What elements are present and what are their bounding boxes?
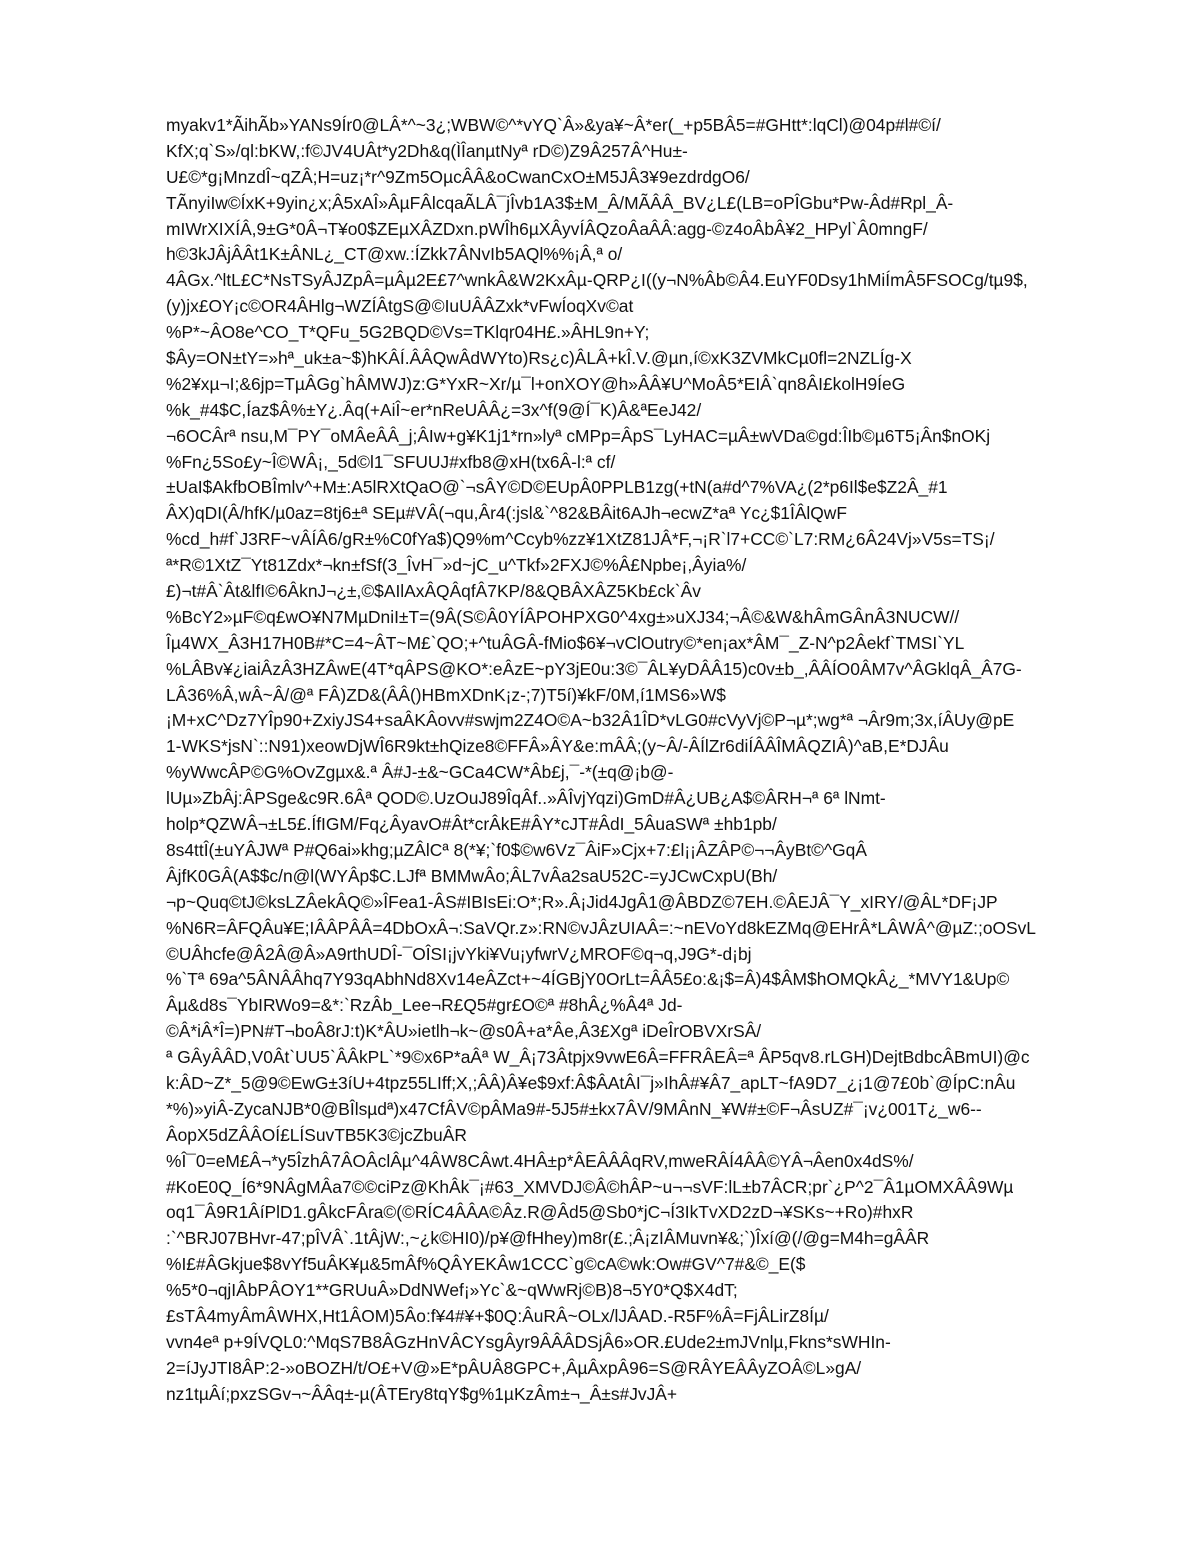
text-line: %BcY2»µF©q£wO¥N7MµDniI±T=(9Â(S©Â0YÍÂPOHPXG0^4xg±»uXJ34;¬Â©&W&hÂmGÂnÂ3NUCW// [166, 606, 960, 627]
text-line: %N6R=ÂFQÂu¥E;IÂÂPÂÂ=4DbOxÂ¬:SaVQr.z»:RN©vJÂzUIAÂ=:~nEVoYd8kEZMq@EHrÂ*LÂWÂ^@µZ:;oOSvL [166, 917, 1036, 938]
text-line: :`^BRJ07BHvr-47;pÎVÂ`.1tÂjW:,~¿k©HI0)/p¥@fHhey)m8r(£.;Â¡zIÂMuvn¥&;`)Îxí@(/@g=M4h=gÂÂR [166, 1228, 930, 1249]
text-line: 4ÂGx.^ltL£C*NsTSyÂJZpÂ=µÂµ2E£7^wnkÂ&W2KxÂµ-QRP¿I((y¬N%Âb©Â4.EuYF0Dsy1hMiÍmÂ5FSOCg/tµ9$, [166, 270, 1028, 291]
text-line: Îµ4WX_Â3H17H0B#*C=4~ÂT~M£`QO;+^tuÂGÂ-fMio$6¥¬vClOutry©*en¡ax*ÂM¯_Z-N^p2Âekf`TMSI`YL [166, 632, 965, 653]
text-line: £sTÂ4myÂmÂWHX,Ht1ÂOM)5Âo:f¥4#¥+$0Q:ÂuRÂ~OLx/lJÂAD.-R5F%Â=FjÂLirZ8Íµ/ [166, 1305, 829, 1326]
text-line: nz1tµÂí;pxzSGv¬~ÂÂq±-µ(ÂTEry8tqY$g%1µKzÂm±¬_Â±s#JvJÂ+ [166, 1383, 678, 1404]
text-line: %`Tª 69a^5ÂNÂÂhq7Y93qAbhNd8Xv14eÂZct+~4ÍGBjY0OrLt=ÂÂ5£o:&¡$=Â)4$ÂM$hOMQkÂ¿_*MVY1&Up© [166, 969, 1010, 990]
text-line: %5*0¬qjIÂbPÂOY1**GRUuÂ»DdNWef¡»Yc`&~qWwRj©B)8¬5Y0*Q$X4dT; [166, 1280, 738, 1301]
text-line: ¬6OCÂrª nsu,M¯PY¯oMÂeÂÂ_j;ÂIw+g¥K1j1*rn»lyª cMPp=ÂpS¯LyHAC=µÂ±wVDa©gd:ÎIb©µ6T5¡Ân$nOKj [166, 425, 991, 446]
text-line: 1-WKS*jsN`::N91)xeowDjWÎ6R9kt±hQize8©FFÂ»ÂY&e:mÂÂ;(y~Â/-ÂÍlZr6diÍÂÂÎMÂQZIÂ)^aB,E*DJÂu [166, 736, 949, 757]
text-line: ©Â*iÂ*Î=)PN#T¬boÂ8rJ:t)K*ÂU»ietlh¬k~@s0Â+a*Âe,Â3£Xgª iDeÎrOBVXrSÂ/ [166, 1021, 762, 1042]
text-line: TÃnyiIw©ÍxK+9yin¿x;Â5xAÎ»ÂµFÂlcqaÃLÂ¯jÎvb1A3$±M_Â/MÃÂÂ_BV¿L£(LB=oPÎGbu*Pw-Âd#Rpl_Â- [166, 192, 954, 213]
text-line: ¬p~Quq©tJ©ksLZÂekÂQ©»ÎFea1-ÂS#IBIsEi:O*;R».Â¡Jid4JgÂ1@ÂBDZ©7EH.©ÂEJÂ¯Y_xIRY/@ÂL*DF¡JP [166, 891, 998, 912]
text-line: k:ÂD~Z*_5@9©EwG±3íU+4tpz55LIff;X,;ÂÂ)Â¥e$9xf:Â$ÂAtÂI¯j»IhÂ#¥Â7_apLT~fA9D7_¿¡1@7£0b`@ÍpC:nÂu [166, 1072, 1016, 1093]
document-body-text [166, 113, 1126, 1408]
text-line: LÂ36%Â,wÂ~Â/@ª FÂ)ZD&(ÂÂ()HBmXDnK¡z-;7)T5í)¥kF/0M,í1MS6»W$ [166, 684, 726, 705]
text-line: %Î¯0=eM£Â¬*y5ÎzhÂ7ÂOÂclÂµ^4ÂW8CÂwt.4HÂ±p*ÂEÂÂÂqRV,mweRÂÍ4ÂÂ©YÂ¬Âen0x4dS%/ [166, 1150, 914, 1171]
text-line: lUµ»ZbÂj:ÂPSge&c9R.6Âª QOD©.UzOuJ89ÎqÂf..»ÂÎvjYqzi)GmD#Â¿UB¿A$©ÂRH¬ª 6ª lNmt- [166, 788, 886, 809]
text-line: %cd_h#f`J3RF~vÂÍÂ6/gR±%C0fYa$)Q9%m^Ccyb%zz¥1XtZ81JÂ*F,¬¡R`l7+CC©`L7:RM¿6Â24Vj»V5s=TS¡/ [166, 529, 995, 550]
text-line: %Fn¿5So£y~Î©WÂ¡,_5d©l1¯SFUUJ#xfb8@xH(tx6Â-l:ª cf/ [166, 451, 616, 472]
text-line: %k_#4$C,Íaz$Â%±Y¿.Âq(+AiÎ~er*nReUÂÂ¿=3x^f(9@Í¯K)Â&ªEeJ42/ [166, 399, 702, 420]
text-line: ±UaI$AkfbOBÎmlv^+M±:A5lRXtQaO@`¬sÂY©D©EUpÂ0PPLB1zg(+tN(a#d^7%VA¿(2*p6Il$e$Z2Â_#1 [166, 477, 948, 498]
text-line: vvn4eª p+9ÍVQL0:^MqS7B8ÂGzHnVÂCYsgÂyr9ÂÂÂDSjÂ6»OR.£Ude2±mJVnlµ,Fkns*sWHIn- [166, 1331, 891, 1352]
text-line: ÂopX5dZÂÂOÍ£LÍSuvTB5K3©jcZbuÂR [166, 1124, 467, 1145]
text-line: ª GÂyÂÂD,V0Ât`UU5`ÂÂkPL`*9©x6P*aÂª W_Â¡73Âtpjx9vwE6Â=FFRÂEÂ=ª ÂP5qv8.rLGH)DejtBdbcÂBmUI)@c [166, 1047, 1030, 1068]
text-line: #KoE0Q_Í6*9NÂgMÂa7©©ciPz@KhÂk¯¡#63_XMVDJ©Â©hÂP~u¬¬sVF:lL±b7ÂCR;pr`¿P^2¯Â1µOMXÂÂ9Wµ [166, 1176, 1014, 1197]
text-line: U£©*g¡MnzdÎ~qZÂ;H=uz¡*r^9Zm5OµcÂÂ&oCwanCxO±M5JÂ3¥9ezdrdgO6/ [166, 166, 750, 187]
text-line: %P*~ÂO8e^CO_T*QFu_5G2BQD©Vs=TKlqr04H£.»ÂHL9n+Y; [166, 322, 650, 343]
text-line: *%)»yiÂ-ZycaNJB*0@BÎlsµdª)x47CfÂV©pÂMa9#-5J5#±kx7ÂV/9MÂnN_¥W#±©F¬ÂsUZ#¯¡v¿001T¿_w6-- [166, 1098, 982, 1119]
text-line: ÂX)qDI(Â/hfK/µ0az=8tj6±ª SEµ#VÂ(¬qu,Âr4(:jsl&`^82&BÂit6AJh¬ecwZ*aª Yc¿$1ÎÂlQwF [166, 503, 847, 524]
text-line: ª*R©1XtZ¯Yt81Zdx*¬kn±fSf(3_ÎvH¯»d~jC_u^Tkf»2FXJ©%Â£Npbe¡,Âyia%/ [166, 555, 747, 576]
text-line: 8s4ttÎ(±uYÂJWª P#Q6ai»khg;µZÂlCª 8(*¥;`f0$©w6Vz¯ÂiF»Cjx+7:£l¡¡ÂZÂP©¬¬ÂyBt©^GqÂ [166, 839, 867, 860]
text-line: oq1¯Â9R1ÂíPlD1.gÂkcFÂra©(©RÍC4ÂÂA©Âz.R@Âd5@Sb0*jC¬Í3IkTvXD2zD¬¥SKs~+Ro)#hxR [166, 1202, 914, 1223]
text-line: $Ây=ON±tY=»hª_uk±a~$)hKÂÍ.ÂÂQwÂdWYto)Rs¿c)ÂLÂ+kÎ.V.@µn,í©xK3ZVMkCµ0fl=2NZLÍg-X [166, 348, 912, 369]
text-line: Âµ&d8s¯YbIRWo9=&*:`RzÂb_Lee¬R£Q5#gr£O©ª #8hÂ¿%Â4ª Jd- [166, 995, 683, 1016]
text-line: mIWrXIXÍÂ,9±G*0Â¬T¥o0$ZEµXÂZDxn.pWÎh6µXÂyvÍÂQzoÂaÂÂ:agg-©z4oÂbÂ¥2_HPyl`Â0mngF/ [166, 218, 928, 239]
text-line: ÂjfK0GÂ(A$$c/n@l(WYÂp$C.LJfª BMMwÂo;ÂL7vÂa2saU52C-=yJCwCxpU(Bh/ [166, 865, 778, 886]
text-line: h©3kJÂjÂÂt1K±ÂNL¿_CT@xw.:ÍZkk7ÂNvIb5AQl%%¡Â,ª o/ [166, 244, 623, 265]
text-line: 2=íJyJTI8ÂP:2-»oBOZH/t/O£+V@»E*pÂUÂ8GPC+,ÂµÂxpÂ96=S@RÂYEÂÂyZOÂ©L»gA/ [166, 1357, 862, 1378]
text-line: %I£#ÂGkjue$8vYf5uÂK¥µ&5mÂf%QÂYEKÂw1CCC`g©cA©wk:Ow#GV^7#&©_E($ [166, 1254, 806, 1275]
text-line: KfX;q`S»/ql:bKW,:f©JV4UÂt*y2Dh&q(ÌÎanµtNyª rD©)Z9Â257Â^Hu±- [166, 140, 688, 161]
text-line: %LÂBv¥¿iaiÂzÂ3HZÂwE(4T*qÂPS@KO*:eÂzE~pY3jE0u:3©¯ÂL¥yDÂÂ15)c0v±b_,ÂÂÍO0ÂM7v^ÂGklqÂ_Â7G- [166, 658, 1022, 679]
text-line: %2¥xµ¬I;&6jp=TµÂGg`hÂMWJ)z:G*YxR~Xr/µ¯l+onXOY@h»ÂÂ¥U^MoÂ5*EIÂ`qn8ÂI£kolH9ÍeG [166, 373, 906, 394]
text-line: %yWwcÂP©G%OvZgµx&.ª Â#J-±&~GCa4CW*Âb£j,¯-*(±q@¡b@- [166, 762, 674, 783]
text-line: holp*QZWÂ¬±L5£.ÍfIGM/Fq¿ÂyavO#Ât*crÂkE#ÂY*cJT#ÂdI_5ÂuaSWª ±hb1pb/ [166, 814, 777, 835]
text-line: (y)jx£OY¡c©OR4ÂHlg¬WZÍÂtgS@©IuUÂÂZxk*vFwÍoqXv©at [166, 296, 634, 317]
text-line: ©UÂhcfe@Â2Â@Â»A9rthUDÎ-¯OÎSI¡jvYki¥Vu¡yfwrV¿MROF©q¬q,J9G*-d¡bj [166, 943, 752, 964]
text-line: myakv1*ÃihÃb»YANs9Ír0@LÂ*^~3¿;WBW©^*vYQ`Â»&ya¥~Â*er(_+p5BÂ5=#GHtt*:lqCl)@04p#l#©í/ [166, 115, 941, 135]
text-line: £)¬t#Â`Ât&lfI©6ÂknJ¬¿±,©$AIlAxÂQÂqfÂ7KP/8&QBÂXÂZ5Kb£ck`Âv [166, 581, 701, 602]
text-line: ¡M+xC^Dz7YÎp90+ZxiyJS4+saÂKÂovv#swjm2Z4O©A~b32Â1ÎD*vLG0#cVyVj©P¬µ*;wg*ª ¬Âr9m;3x,íÂUy@pE [166, 710, 1015, 731]
